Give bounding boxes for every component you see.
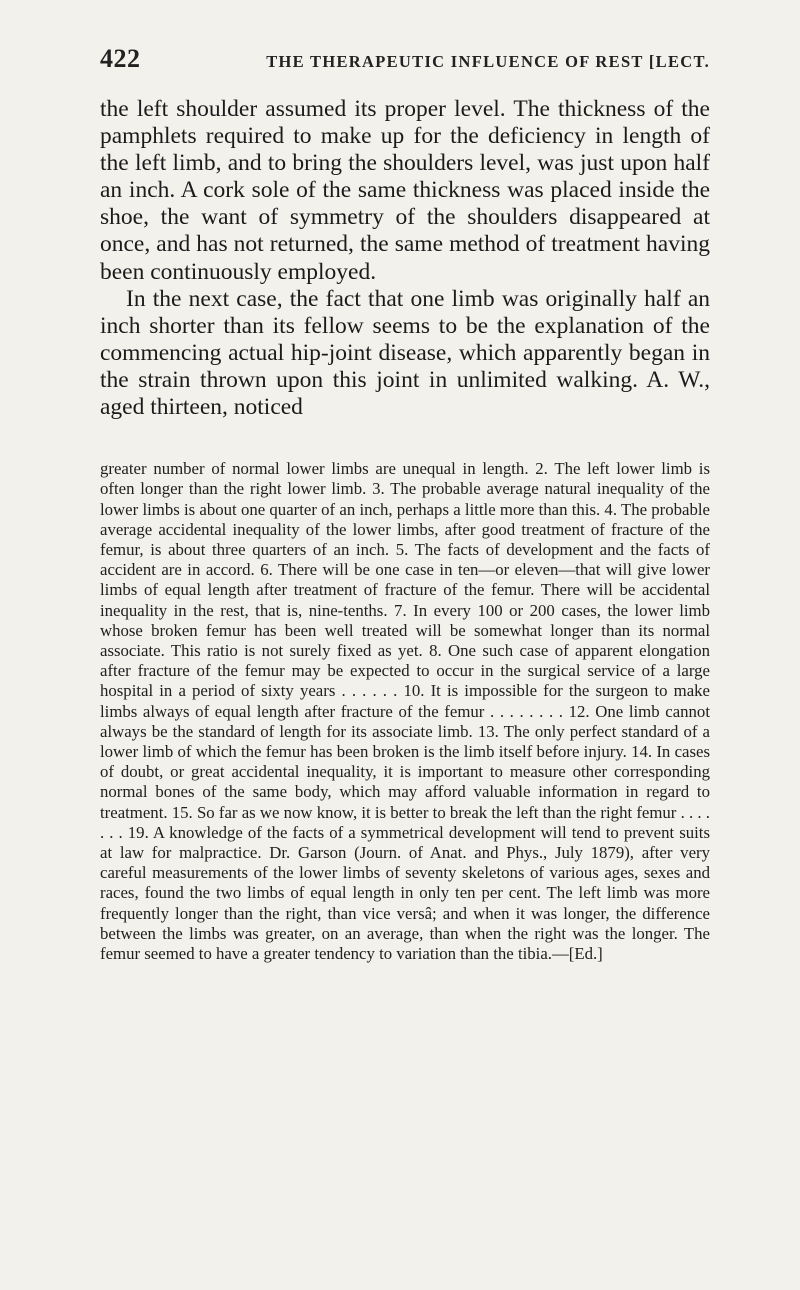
running-head — [100, 44, 710, 74]
page-number: 422 — [100, 44, 141, 73]
body-text — [100, 96, 710, 421]
body-paragraph: In the next case, the fact that one limb was originally half an inch shorter than its fellow seems to be the explanation of the commencing actual hip-joint disease, which apparently began in the strain thrown upon this joint in unlimited walking. A. W., aged thirteen, noticed — [100, 285, 710, 421]
running-title: THE THERAPEUTIC INFLUENCE OF REST [LECT. — [266, 52, 710, 71]
body-paragraph: the left shoulder assumed its proper level. The thickness of the pamphlets required to make up for the deficiency in length of the left limb, and to bring the shoulders level, was just upon half an inch. A cork sole of the same thickness was placed inside the shoe, the want of symmetry of the shoulders disappeared at once, and has not returned, the same method of treatment having been continuously employed. — [100, 96, 710, 285]
editor-footnote: greater number of normal lower limbs are unequal in length. 2. The left lower limb is often longer than the right lower limb. 3. The probable average natural inequality of the lower limbs is about one quarter of an inch, perhaps a little more than this. 4. The probable average accidental inequality of the lower limbs, after good treatment of fracture of the femur, is about three quarters of an inch. 5. The facts of development and the facts of accident are in accord. 6. There will be one case in ten—or eleven—that will give lower limbs of equal length after treatment of fracture of the femur. There will be accidental inequality in the rest, that is, nine-tenths. 7. In every 100 or 200 cases, the lower limb whose broken femur has been well treated will be somewhat longer than its normal associate. This ratio is not surely fixed as yet. 8. One such case of apparent elongation after fracture of the femur may be expected to occur in the surgical service of a large hospital in a period of sixty years . . . . . . 10. It is impossible for the surgeon to make limbs always of equal length after fracture of the femur . . . . . . . . 12. One limb cannot always be the standard of length for its associate limb. 13. The only perfect standard of a lower limb of which the femur has been broken is the limb itself before injury. 14. In cases of doubt, or great accidental inequality, it is important to measure other corresponding normal bones of the same body, which may afford valuable information in regard to treatment. 15. So far as we now know, it is better to break the left than the right femur . . . . . . . 19. A knowledge of the facts of a symmetrical development will tend to prevent suits at law for malpractice. Dr. Garson (Journ. of Anat. and Phys., July 1879), after very careful measurements of the lower limbs of seventy skeletons of various ages, sexes and races, found the two limbs of equal length in only ten per cent. The left limb was more frequently longer than the right, than vice versâ; and when it was longer, the difference between the limbs was greater, on an average, than when the right was the longer. The femur seemed to have a greater tendency to variation than the tibia.—[Ed.] — [100, 459, 710, 963]
